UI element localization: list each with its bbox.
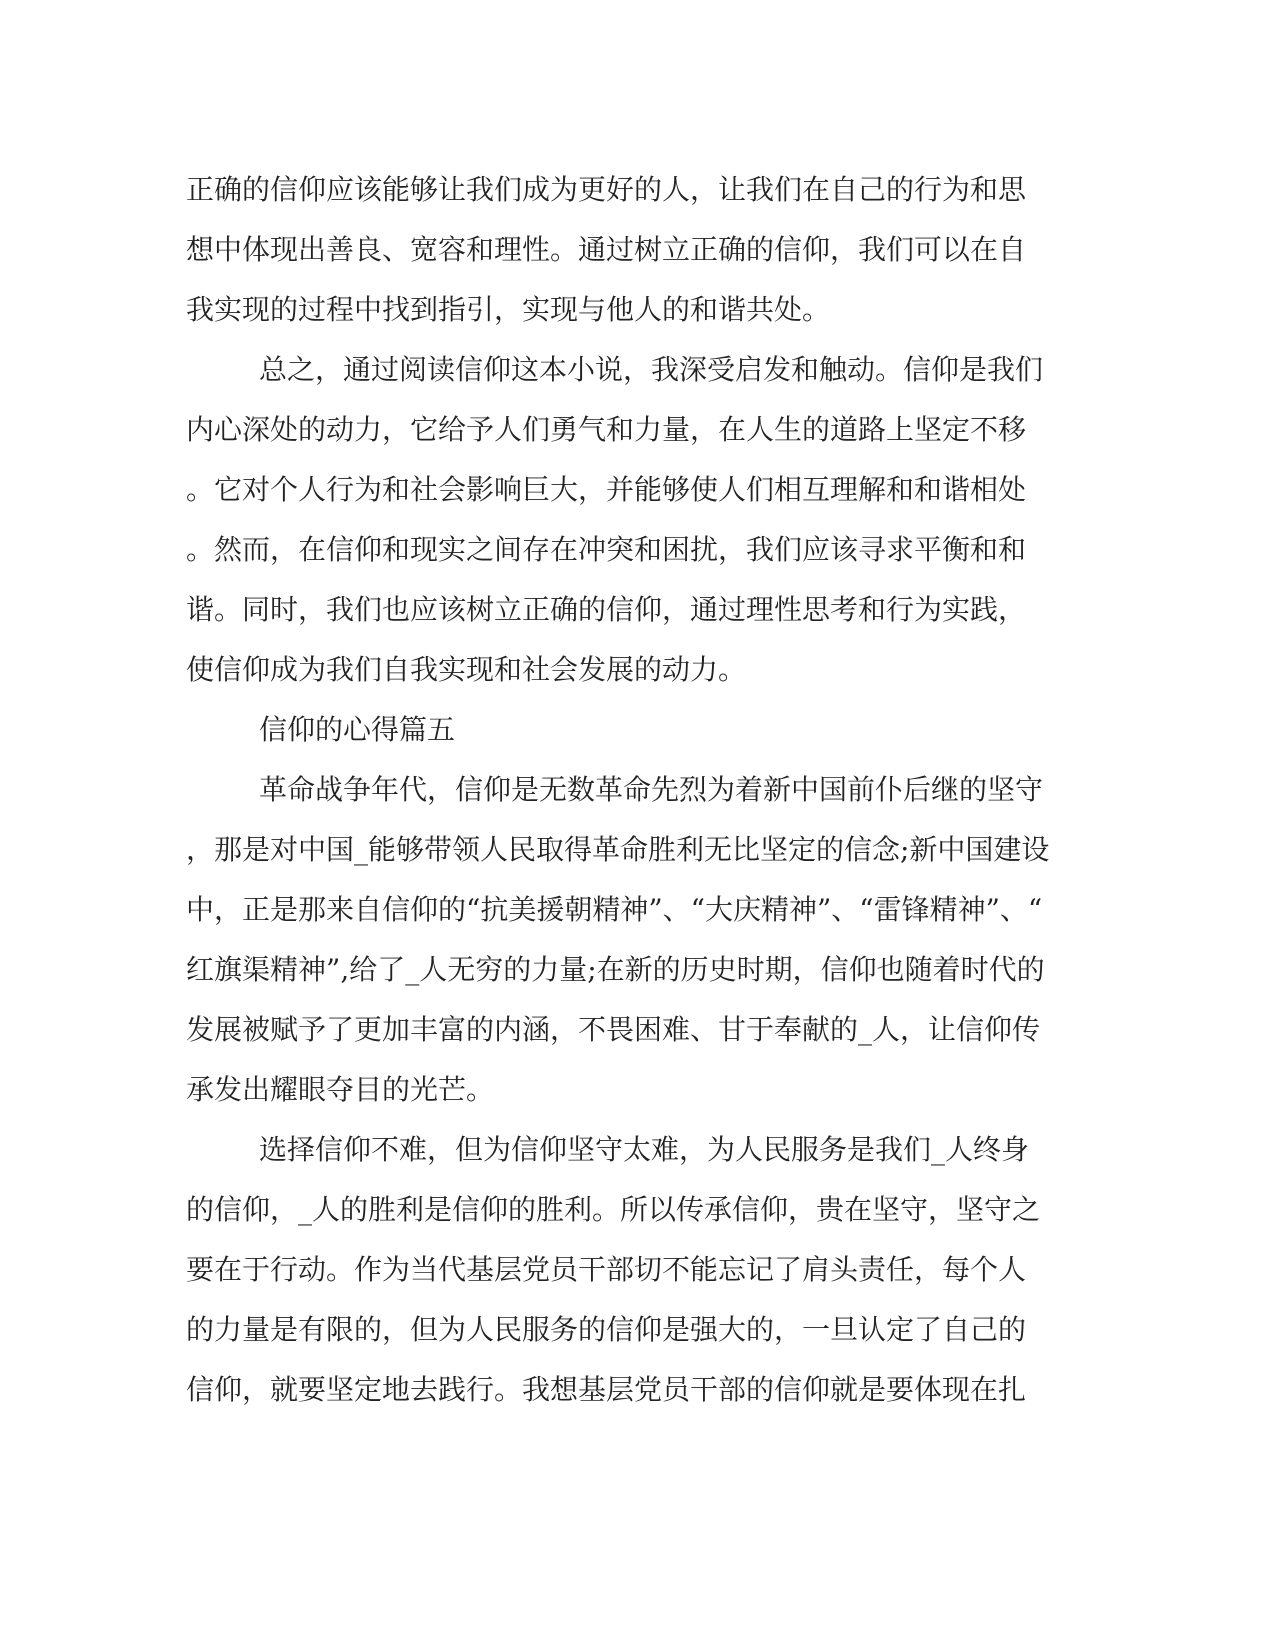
paragraph-line: 正确的信仰应该能够让我们成为更好的人，让我们在自己的行为和思 bbox=[186, 173, 1027, 206]
paragraph-line: 。它对个人行为和社会影响巨大，并能够使人们相互理解和和谐相处 bbox=[186, 473, 1027, 506]
paragraph-line: 我实现的过程中找到指引，实现与他人的和谐共处。 bbox=[186, 293, 831, 326]
paragraph-line: 的力量是有限的，但为人民服务的信仰是强大的，一旦认定了自己的 bbox=[186, 1313, 1027, 1346]
paragraph-line: 的信仰，_人的胜利是信仰的胜利。所以传承信仰，贵在坚守，坚守之 bbox=[186, 1193, 1041, 1226]
paragraph-line: 。然而，在信仰和现实之间存在冲突和困扰，我们应该寻求平衡和和 bbox=[186, 533, 1027, 566]
paragraph-line: 总之，通过阅读信仰这本小说，我深受启发和触动。信仰是我们 bbox=[259, 353, 1044, 386]
paragraph-line: 中，正是那来自信仰的“抗美援朝精神”、“大庆精神”、“雷锋精神”、“ bbox=[186, 893, 1043, 926]
section-heading: 信仰的心得篇五 bbox=[259, 713, 456, 746]
paragraph-line: 要在于行动。作为当代基层党员干部切不能忘记了肩头责任，每个人 bbox=[186, 1253, 1027, 1286]
paragraph-line: 谐。同时，我们也应该树立正确的信仰，通过理性思考和行为实践， bbox=[186, 593, 1027, 626]
paragraph-line: 选择信仰不难，但为信仰坚守太难，为人民服务是我们_人终身 bbox=[259, 1133, 1030, 1166]
paragraph-line: 使信仰成为我们自我实现和社会发展的动力。 bbox=[186, 653, 747, 686]
paragraph-line: 承发出耀眼夺目的光芒。 bbox=[186, 1073, 495, 1106]
paragraph-line: 红旗渠精神”,给了_人无穷的力量;在新的历史时期，信仰也随着时代的 bbox=[186, 953, 1045, 986]
paragraph-line: 内心深处的动力，它给予人们勇气和力量，在人生的道路上坚定不移 bbox=[186, 413, 1027, 446]
paragraph-line: 发展被赋予了更加丰富的内涵，不畏困难、甘于奉献的_人，让信仰传 bbox=[186, 1013, 1041, 1046]
paragraph-line: 革命战争年代，信仰是无数革命先烈为着新中国前仆后继的坚守 bbox=[259, 773, 1044, 806]
paragraph-line: 信仰，就要坚定地去践行。我想基层党员干部的信仰就是要体现在扎 bbox=[186, 1373, 1027, 1406]
document-body bbox=[186, 160, 1086, 1420]
paragraph-line: ，那是对中国_能够带领人民取得革命胜利无比坚定的信念;新中国建设 bbox=[186, 833, 1050, 866]
paragraph-line: 想中体现出善良、宽容和理性。通过树立正确的信仰，我们可以在自 bbox=[186, 233, 1027, 266]
